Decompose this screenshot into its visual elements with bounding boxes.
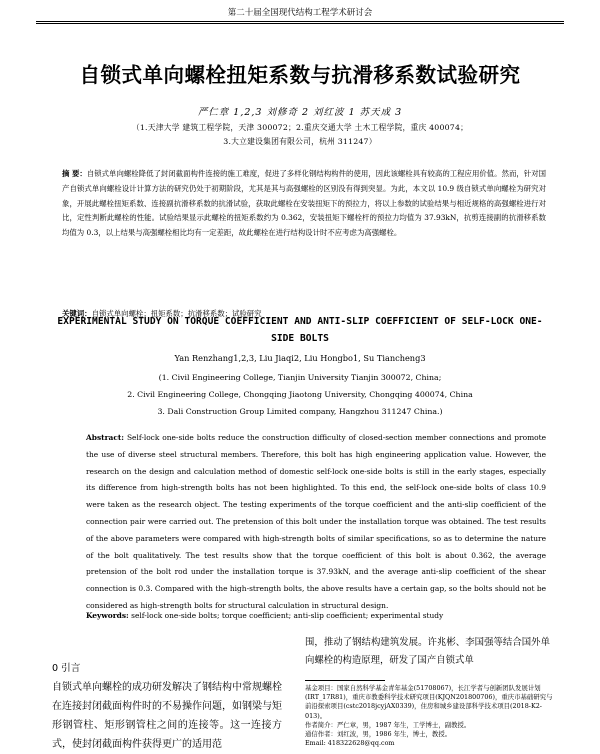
left-column <box>52 660 282 754</box>
abstract-en-label: Abstract: <box>86 433 125 442</box>
right-column-text: 围，推动了钢结构建筑发展。许兆彬、李国强等结合国外单向螺栓的构造原理，研发了国产自锁式单 <box>305 637 550 666</box>
footnote-funding: 基金项目：国家自然科学基金青年基金(51708067)，长江学者与创新团队发展计划(IRT_17R81)，重庆市教委科学技术研究项目(KJQN201800706)，重庆市基础研究与前沿探索项目(cstc2018jcyjAX0339)，住房和城乡建设部科学技术项目(2018-K2-013)。 <box>305 684 553 720</box>
authors-en: Yan Renzhang1,2,3, Liu Jiaqi2, Liu Hongbo1, Su Tiancheng3 <box>174 353 426 363</box>
footnote-email: Email: 418322628@qq.com <box>305 739 395 748</box>
paper-title-zh: 自锁式单向螺栓扭矩系数与抗滑移系数试验研究 <box>79 63 521 87</box>
affiliation-en-line: 3. Dali Construction Group Limited company, Hangzhou 311247 China.) <box>157 407 443 416</box>
running-head: 第二十届全国现代结构工程学术研讨会 <box>227 8 373 18</box>
affiliation-en-line: 2. Civil Engineering College, Chongqing Jiaotong University, Chongqing 400074, China <box>127 390 473 399</box>
keywords-en-text: self-lock one-side bolts; torque coefficient; anti-slip coefficient; experimental study <box>131 611 444 620</box>
footnote-author: 作者简介：严仁章，男，1987 年生，工学博士，副教授。 <box>305 720 471 729</box>
header-rule-double <box>36 23 564 24</box>
header-rule <box>36 21 564 22</box>
keywords-en-label: Keywords: <box>86 611 129 620</box>
abstract-en-text: Self-lock one-side bolts reduce the construction difficulty of closed-section member connections and promote the use of diverse steel structural members. Therefore, this bolt has high engineering application value. However, the research on the design and calculation method of domestic self-lock one-side bolts is still in the early stages, especially its difference from high-strength bolts has not been highlighted. To this end, the self-lock one-side bolts of class 10.9 were taken as the research object. The testing experiments of the torque coefficient and the anti-slip coefficient of the connection pair were carried out. The pretension of this bolt under the installation torque was obtained. The test results of the above parameters were compared with high-strength bolts of similar specifications, so as to determine the nature of the bolt qualitatively. The test results show that the torque coefficient of this bolt is about 0.362, the average pretension of the bolt rod under the installation torque is 37.93kN, and the average anti-slip coefficient of the shear connection is 0.3. Compared with the high-strength bolts, the above results have a certain gap, so the bolts should not be considered as high-strength bolts for structural calculation in structural design. <box>86 433 546 610</box>
affiliation-zh-line: 3.大立建设集团有限公司，杭州 311247） <box>223 137 377 146</box>
abstract-zh-text: 自锁式单向螺栓降低了封闭截面构件连接的施工难度，促进了多样化钢结构构件的使用，因此该螺栓具有较高的工程应用价值。然而，针对国产自锁式单向螺栓设计计算方法的研究仍处于初期阶段，尤其是其与高强螺栓的区别没有得到突显。为此，本文以 10.9 级自锁式单向螺栓为研究对象，开展此螺栓扭矩系数、连接副抗滑移系数的抗滑试验，获取此螺栓在安装扭矩下的预拉力，将以上参数的试验结果与相近规格的高强螺栓进行对比，定性判断此螺栓的性能。试验结果显示此螺栓的扭矩系数约为 0.362，安装扭矩下螺栓杆的预拉力均值为 37.93kN，抗剪连接副的抗滑移系数均值为 0.3，以上结果与高强螺栓相比均有一定差距，故此螺栓在进行结构设计时不应考虑为高强螺栓。 <box>62 169 546 238</box>
footnote-corresponding: 通信作者：刘红波，男，1986 年生，博士，教授。 <box>305 730 452 739</box>
affiliation-zh-line: （1.天津大学 建筑工程学院，天津 300072；2.重庆交通大学 土木工程学院，重庆 400074； <box>131 123 469 132</box>
keywords-en <box>86 611 546 620</box>
footnotes <box>305 684 555 748</box>
affiliation-en-line: (1. Civil Engineering College, Tianjin University Tianjin 300072, China; <box>158 373 442 382</box>
keywords-zh-text: 自锁式单向螺栓；扭矩系数；抗滑移系数；试验研究 <box>91 309 262 318</box>
section-heading-intro: 0 引言 <box>52 663 81 674</box>
keywords-zh-label: 关键词： <box>62 309 92 318</box>
abstract-zh-label: 摘 要： <box>62 169 87 178</box>
paper-title-en: EXPERIMENTAL STUDY ON TORQUE COEFFICIENT AND ANTI-SLIP COEFFICIENT OF SELF-LOCK ONE-SIDE BOLTS <box>57 316 543 344</box>
abstract-en <box>86 430 546 615</box>
authors-zh: 严仁章 1,2,3 刘修奇 2 刘红波 1 苏天成 3 <box>197 107 403 118</box>
footnote-rule <box>305 680 385 681</box>
abstract-zh <box>62 167 546 241</box>
intro-paragraph: 自锁式单向螺栓的成功研发解决了钢结构中常规螺栓在连接封闭截面构件时的不易操作问题，如钢梁与矩形钢管柱、矩形钢管柱之间的连接等。这一连接方式，使封闭截面构件获得更广的适用范 <box>52 682 282 750</box>
